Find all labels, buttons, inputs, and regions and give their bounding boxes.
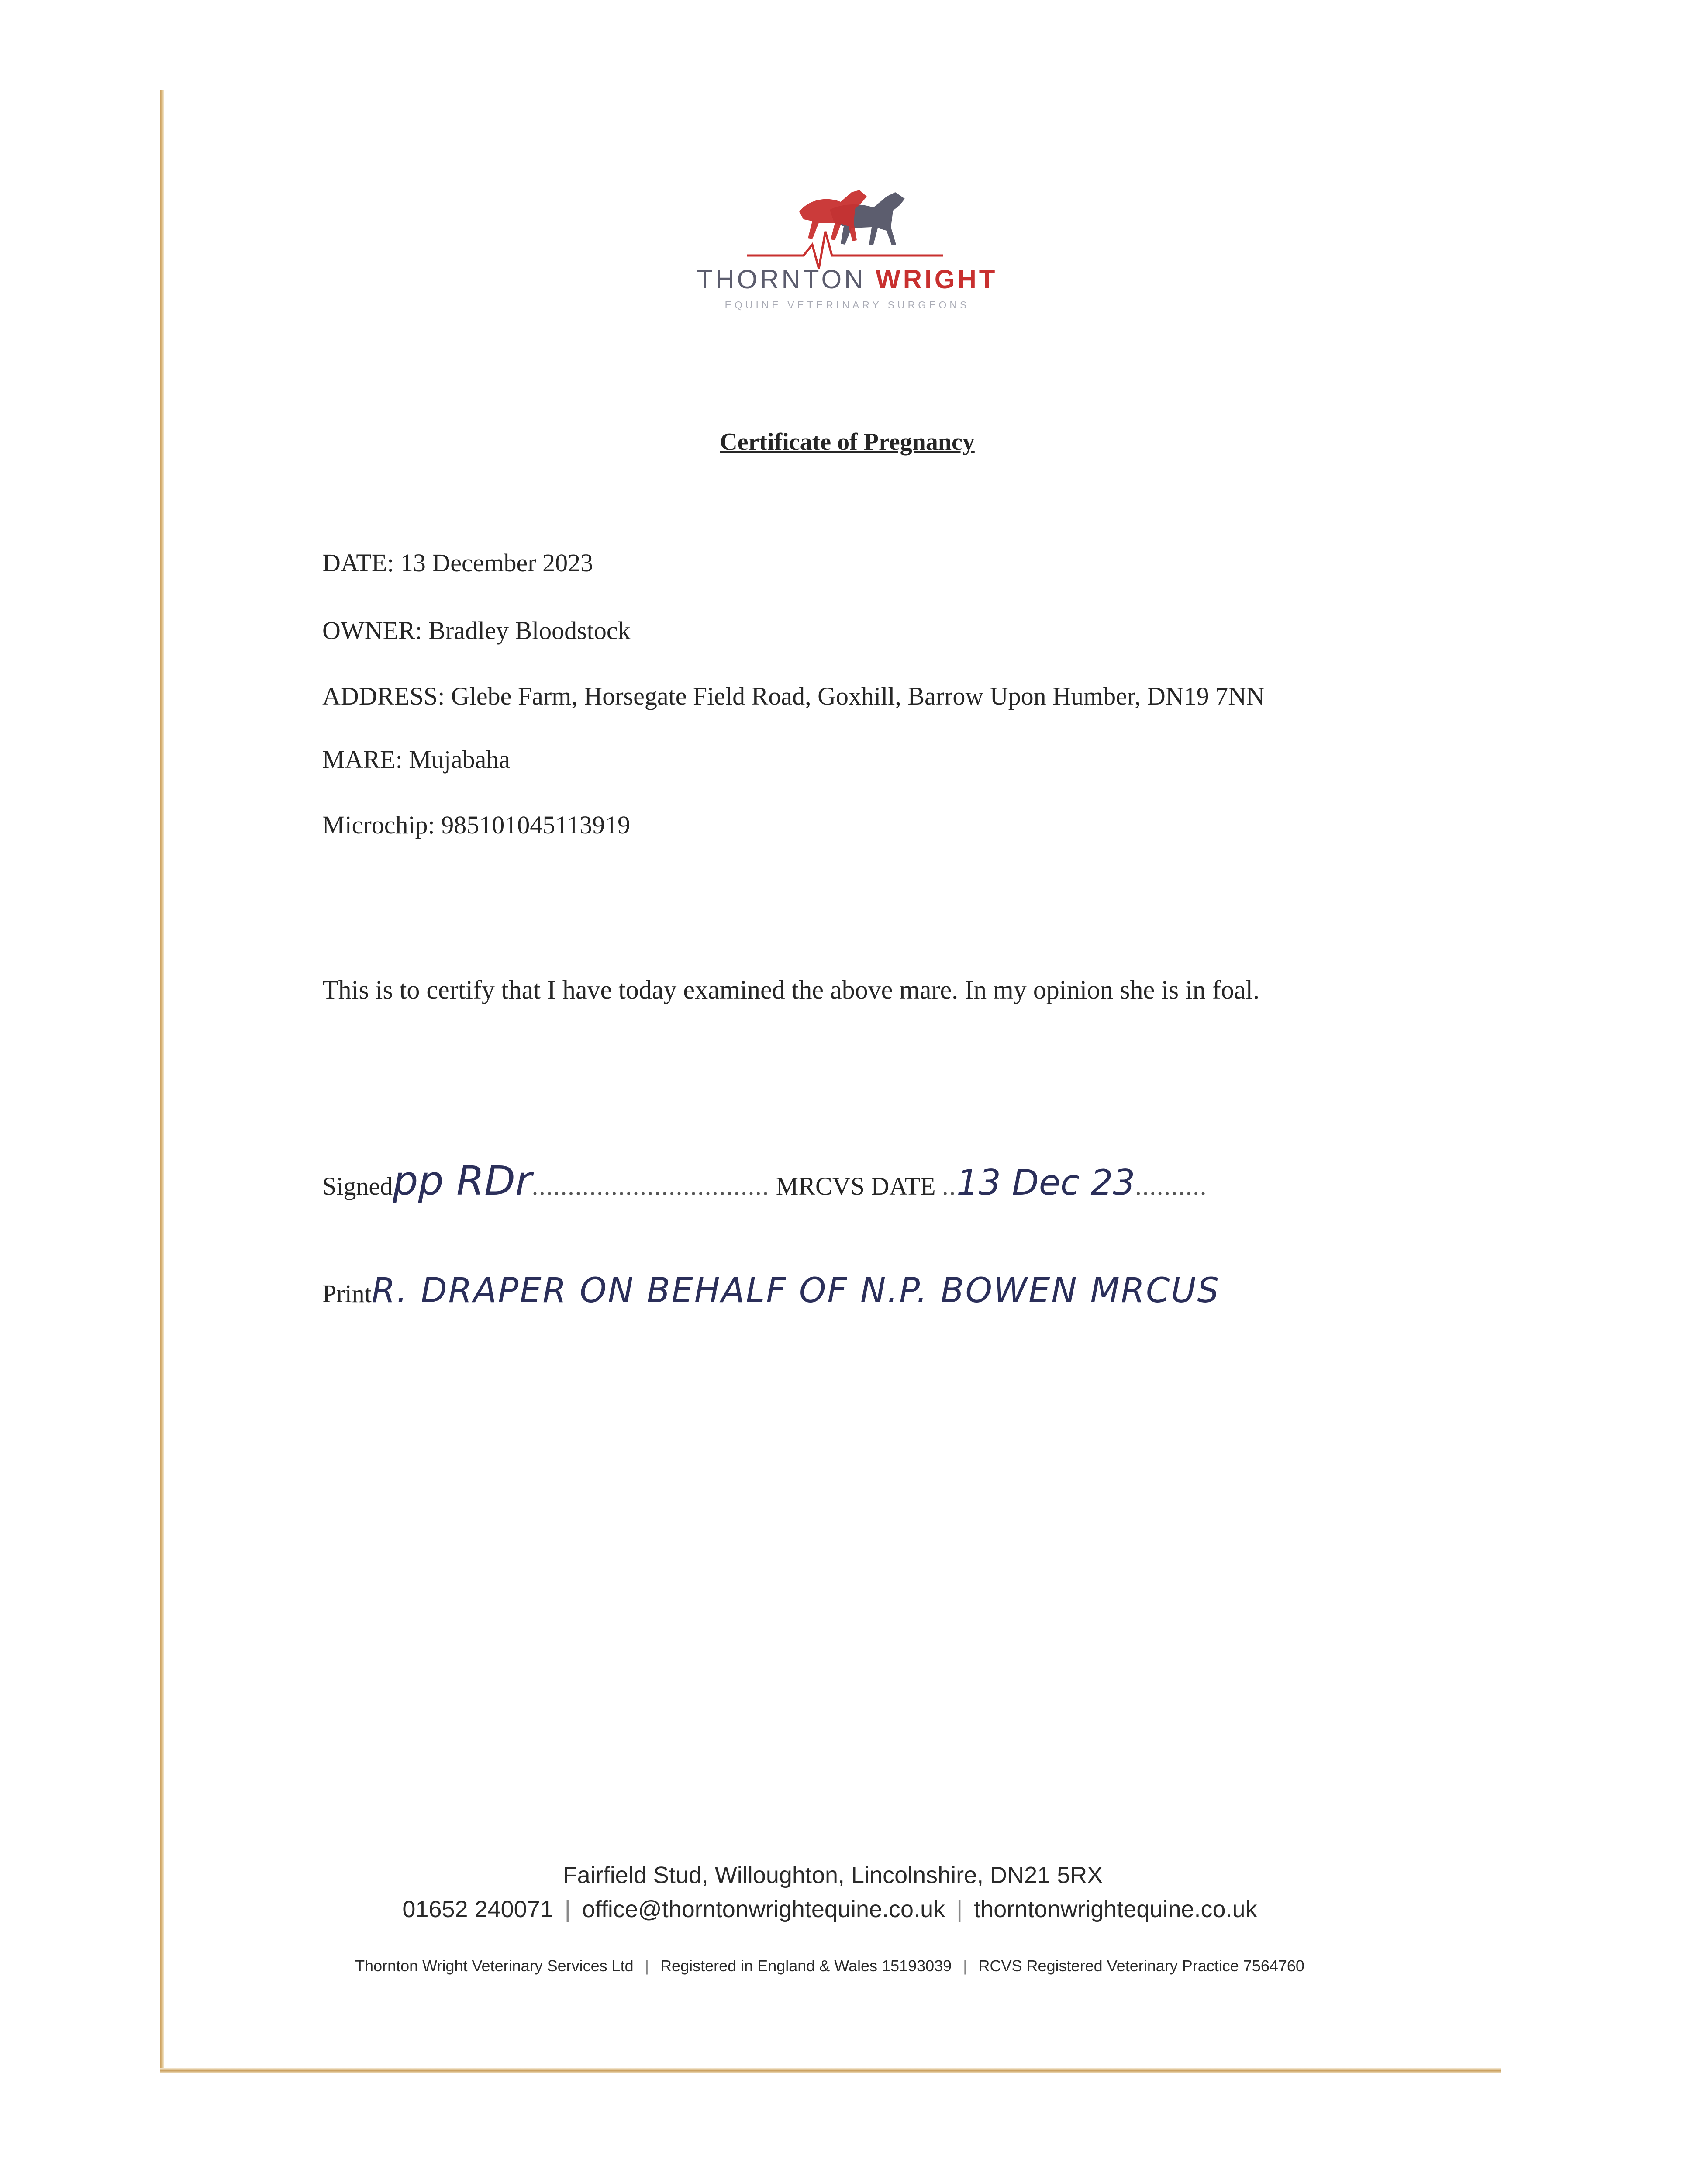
field-microchip	[322, 810, 630, 840]
handwritten-date: 13 Dec 23	[956, 1162, 1135, 1203]
handwritten-signature: pp RDr	[393, 1158, 532, 1204]
footer-registration: Registered in England & Wales 15193039	[660, 1957, 952, 1975]
footer-contact	[358, 1896, 1301, 1923]
dotted-rule: ..	[942, 1172, 957, 1200]
footer-rcvs: RCVS Registered Veterinary Practice 7564760	[978, 1957, 1304, 1975]
print-label: Print	[322, 1279, 372, 1308]
footer-email: office@thorntonwrightequine.co.uk	[582, 1896, 945, 1922]
field-value: Glebe Farm, Horsegate Field Road, Goxhill, Barrow Upon Humber, DN19 7NN	[451, 682, 1265, 710]
print-line	[322, 1271, 1220, 1310]
field-value: Mujabaha	[409, 745, 511, 774]
dotted-rule: .................................	[531, 1172, 770, 1200]
brand-name	[681, 264, 1013, 294]
field-label: MARE:	[322, 745, 403, 774]
footer-company: Thornton Wright Veterinary Services Ltd	[355, 1957, 634, 1975]
field-label: ADDRESS:	[322, 682, 445, 710]
horse-heartbeat-logo-icon	[742, 179, 943, 275]
brand-primary: THORNTON	[697, 265, 866, 294]
field-label: DATE:	[322, 549, 394, 577]
separator: |	[645, 1957, 649, 1975]
paper-edge-bottom	[160, 2068, 1501, 2073]
field-value: Bradley Bloodstock	[428, 616, 631, 645]
field-value: 985101045113919	[441, 811, 631, 839]
footer-legal	[314, 1957, 1345, 1975]
field-label: Microchip:	[322, 811, 435, 839]
handwritten-print-name: R. DRAPER ON BEHALF OF N.P. BOWEN MRCUS	[371, 1271, 1221, 1310]
separator: |	[956, 1896, 963, 1922]
document-title: Certificate of Pregnancy	[720, 429, 975, 456]
separator: |	[963, 1957, 967, 1975]
mrcvs-date-label: MRCVS DATE	[776, 1172, 936, 1200]
paper-sheet	[162, 90, 1501, 2073]
field-address	[322, 681, 1265, 711]
brand-tagline: EQUINE VETERINARY SURGEONS	[724, 299, 970, 311]
field-label: OWNER:	[322, 616, 422, 645]
field-value: 13 December 2023	[400, 549, 593, 577]
signed-label: Signed	[322, 1172, 393, 1200]
certification-statement: This is to certify that I have today examined the above mare. In my opinion she is in foal.	[322, 975, 1260, 1004]
brand-secondary: WRIGHT	[876, 265, 998, 294]
footer-address: Fairfield Stud, Willoughton, Lincolnshire, DN21 5RX	[562, 1862, 1103, 1888]
footer-phone: 01652 240071	[402, 1896, 553, 1922]
field-mare	[322, 745, 510, 774]
footer-website: thorntonwrightequine.co.uk	[974, 1896, 1257, 1922]
dotted-rule: ..........	[1135, 1172, 1207, 1200]
field-date	[322, 548, 593, 577]
field-owner	[322, 616, 631, 645]
separator: |	[564, 1896, 571, 1922]
signature-line	[322, 1158, 1207, 1204]
paper-edge-left	[160, 90, 164, 2073]
